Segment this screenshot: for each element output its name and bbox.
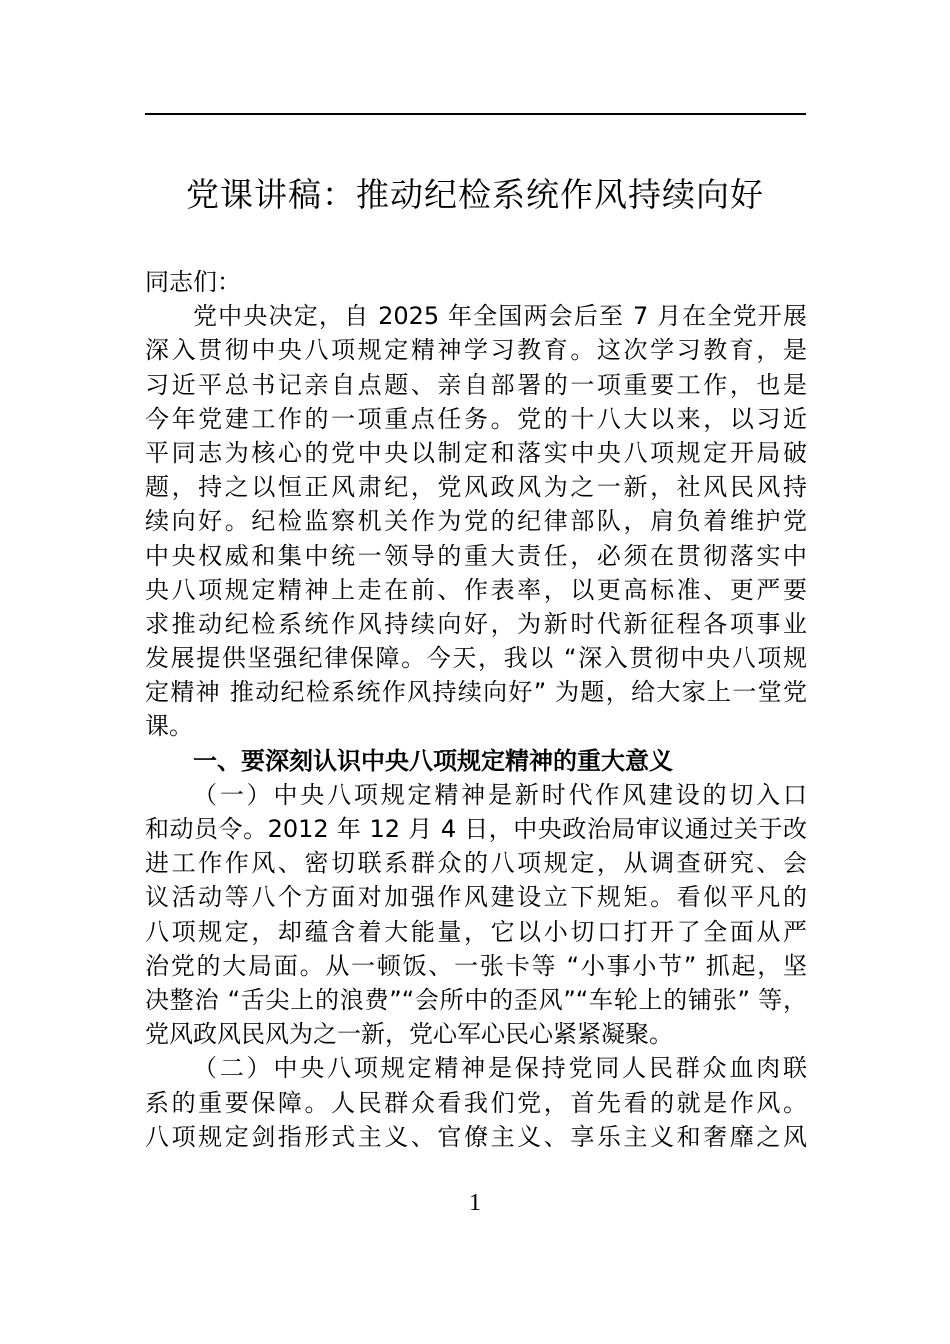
body-text (145, 265, 807, 1154)
paragraph-line: 党风政风民风为之一新，党心军心民心紧紧凝聚。 (145, 1020, 673, 1049)
page-number: 1 (469, 1190, 481, 1216)
header-rule (145, 113, 806, 115)
paragraph-line: 党中央决定，自 2025 年全国两会后至 7 月在全党开展 (193, 302, 807, 331)
paragraph-line: 治党的大局面。从一顿饭、一张卡等 “小事小节” 抓起，坚 (145, 951, 807, 980)
paragraph-line: 发展提供坚强纪律保障。今天，我以 “深入贯彻中央八项规 (145, 644, 807, 673)
paragraph-line: 央八项规定精神上走在前、作表率，以更高标准、更严要 (145, 575, 807, 604)
paragraph-line: 和动员令。2012 年 12 月 4 日，中央政治局审议通过关于改 (145, 815, 807, 843)
paragraph-line: 课。 (145, 712, 193, 741)
paragraph-line: 议活动等八个方面对加强作风建设立下规矩。看似平凡的 (145, 883, 807, 912)
paragraph-line: 同志们： (145, 268, 241, 296)
paragraph-line: 系的重要保障。人民群众看我们党，首先看的就是作风。 (145, 1088, 807, 1117)
paragraph-line: 题，持之以恒正风肃纪，党风政风为之一新，社风民风持 (145, 473, 807, 502)
paragraph-line: 八项规定，却蕴含着大能量，它以小切口打开了全面从严 (145, 917, 807, 946)
paragraph-line: 进工作作风、密切联系群众的八项规定，从调查研究、会 (145, 849, 807, 878)
paragraph-line: 习近平总书记亲自点题、亲自部署的一项重要工作，也是 (145, 370, 807, 399)
document-title: 党课讲稿：推动纪检系统作风持续向好 (186, 175, 764, 214)
paragraph-line: 求推动纪检系统作风持续向好，为新时代新征程各项事业 (145, 609, 807, 638)
paragraph-line: 续向好。纪检监察机关作为党的纪律部队，肩负着维护党 (145, 507, 807, 536)
paragraph-line: 平同志为核心的党中央以制定和落实中央八项规定开局破 (145, 438, 807, 467)
paragraph-line: （二）中央八项规定精神是保持党同人民群众血肉联 (193, 1054, 807, 1083)
section-heading: 一、要深刻认识中央八项规定精神的重大意义 (193, 746, 673, 775)
paragraph-line: 深入贯彻中央八项规定精神学习教育。这次学习教育，是 (145, 336, 807, 365)
paragraph-line: 八项规定剑指形式主义、官僚主义、享乐主义和奢靡之风 (145, 1122, 807, 1151)
paragraph-line: 中央权威和集中统一领导的重大责任，必须在贯彻落实中 (145, 541, 807, 570)
paragraph-line: （一）中央八项规定精神是新时代作风建设的切入口 (193, 780, 807, 809)
paragraph-line: 决整治 “舌尖上的浪费”“会所中的歪风”“车轮上的铺张” 等， (145, 985, 807, 1014)
paragraph-line: 定精神 推动纪检系统作风持续向好” 为题，给大家上一堂党 (145, 678, 807, 707)
paragraph-line: 今年党建工作的一项重点任务。党的十八大以来，以习近 (145, 404, 807, 433)
